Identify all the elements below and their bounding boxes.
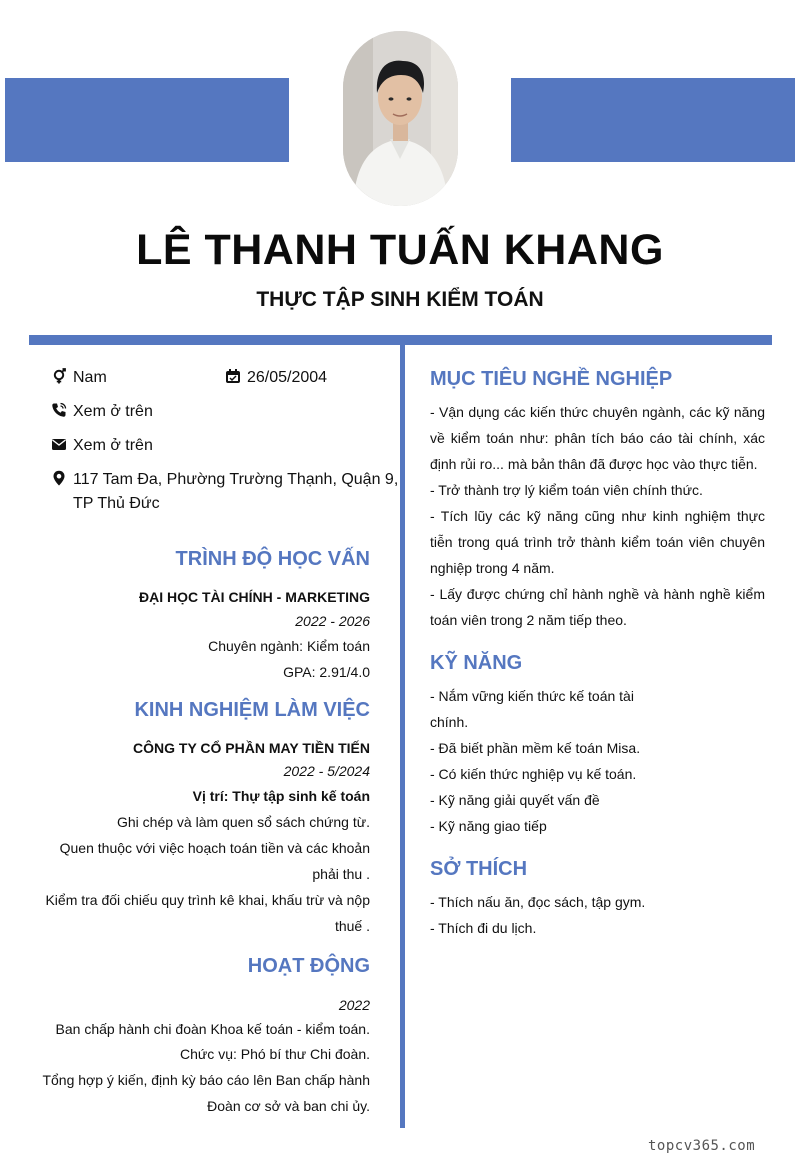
birthday-value: 26/05/2004 <box>247 369 328 386</box>
experience-line: thuế . <box>334 918 370 934</box>
objective-line: - Vận dụng các kiến thức chuyên ngành, các kỹ năng về kiểm toán như: phân tích báo cáo tài chính, xác định rủi ro... mà bản thân đã được học vào thực tiễn. <box>430 404 765 472</box>
activities-heading: HOẠT ĐỘNG <box>247 955 370 977</box>
address-line-2: TP Thủ Đức <box>73 495 160 512</box>
skills-line: - Kỹ năng giao tiếp <box>430 818 547 834</box>
watermark: topcv365.com <box>648 1138 756 1154</box>
gender-icon <box>51 368 67 384</box>
education-major: Chuyên ngành: Kiểm toán <box>208 638 370 654</box>
profile-photo <box>343 31 458 206</box>
skills-heading: KỸ NĂNG <box>430 652 523 674</box>
education-period: 2022 - 2026 <box>295 613 370 629</box>
hobbies-section <box>430 856 765 941</box>
hobbies-line: - Thích đi du lịch. <box>430 920 537 936</box>
candidate-name: LÊ THANH TUẤN KHANG <box>136 226 664 274</box>
objective-line: - Trở thành trợ lý kiểm toán viên chính thức. <box>430 482 703 498</box>
activities-section <box>40 953 370 1119</box>
activities-line: Chức vụ: Phó bí thư Chi đoàn. <box>180 1046 370 1062</box>
experience-line: phải thu . <box>312 866 370 882</box>
objective-heading: MỤC TIÊU NGHỀ NGHIỆP <box>430 368 673 390</box>
hobbies-heading: SỞ THÍCH <box>430 858 528 880</box>
horizontal-divider <box>29 335 772 345</box>
activities-line: Tổng hợp ý kiến, định kỳ báo cáo lên Ban chấp hành <box>42 1072 370 1088</box>
address-info <box>51 468 398 516</box>
calendar-icon <box>225 368 241 384</box>
activities-line: Ban chấp hành chi đoàn Khoa kế toán - kiểm toán. <box>55 1021 370 1037</box>
experience-line: Ghi chép và làm quen sổ sách chứng từ. <box>117 814 370 830</box>
activities-year: 2022 <box>338 997 370 1013</box>
skills-line: chính. <box>430 714 469 730</box>
gender-info <box>51 366 107 390</box>
header-band-left <box>5 78 289 162</box>
experience-heading: KINH NGHIỆM LÀM VIỆC <box>134 699 370 721</box>
hobbies-line: - Thích nấu ăn, đọc sách, tập gym. <box>430 894 646 910</box>
education-school: ĐẠI HỌC TÀI CHÍNH - MARKETING <box>139 589 370 605</box>
phone-info <box>51 400 153 424</box>
skills-line: - Có kiến thức nghiệp vụ kế toán. <box>430 766 637 782</box>
skills-line: - Nắm vững kiến thức kế toán tài <box>430 688 634 704</box>
education-gpa: GPA: 2.91/4.0 <box>283 664 370 680</box>
skills-line: - Đã biết phần mềm kế toán Misa. <box>430 740 641 756</box>
vertical-divider <box>400 345 405 1128</box>
job-title: THỰC TẬP SINH KIỂM TOÁN <box>256 288 544 311</box>
experience-company: CÔNG TY CỔ PHẦN MAY TIỀN TIẾN <box>133 740 370 756</box>
education-section <box>40 546 370 685</box>
experience-line: Quen thuộc với việc hoạch toán tiền và các khoản <box>59 840 370 856</box>
experience-position: Vị trí: Thự tập sinh kế toán <box>192 788 370 804</box>
phone-value: Xem ở trên <box>73 403 153 420</box>
education-heading: TRÌNH ĐỘ HỌC VẤN <box>175 548 370 570</box>
address-line-1: 117 Tam Đa, Phường Trường Thạnh, Quận 9, <box>73 471 399 488</box>
location-pin-icon <box>51 470 67 486</box>
experience-section <box>40 697 370 939</box>
email-value: Xem ở trên <box>73 437 153 454</box>
objective-section <box>430 366 765 633</box>
header-band-right <box>511 78 795 162</box>
skills-section <box>430 650 765 839</box>
objective-line: - Tích lũy các kỹ năng cũng như kinh nghiệm thực tiễn trong quá trình trở thành kiểm toán viên chuyên nghiệp trong 4 năm. <box>430 508 765 576</box>
email-info <box>51 434 153 458</box>
activities-line: Đoàn cơ sở và ban chi ủy. <box>207 1098 370 1114</box>
birthday-info <box>225 366 327 390</box>
objective-line: - Lấy được chứng chỉ hành nghề và hành nghề kiểm toán viên trong 2 năm tiếp theo. <box>430 586 765 628</box>
skills-line: - Kỹ năng giải quyết vấn đề <box>430 792 600 808</box>
gender-value: Nam <box>73 369 107 386</box>
envelope-icon <box>51 436 67 452</box>
experience-period: 2022 - 5/2024 <box>283 763 370 779</box>
phone-icon <box>51 402 67 418</box>
experience-line: Kiểm tra đối chiếu quy trình kê khai, khấu trừ và nộp <box>45 892 370 908</box>
